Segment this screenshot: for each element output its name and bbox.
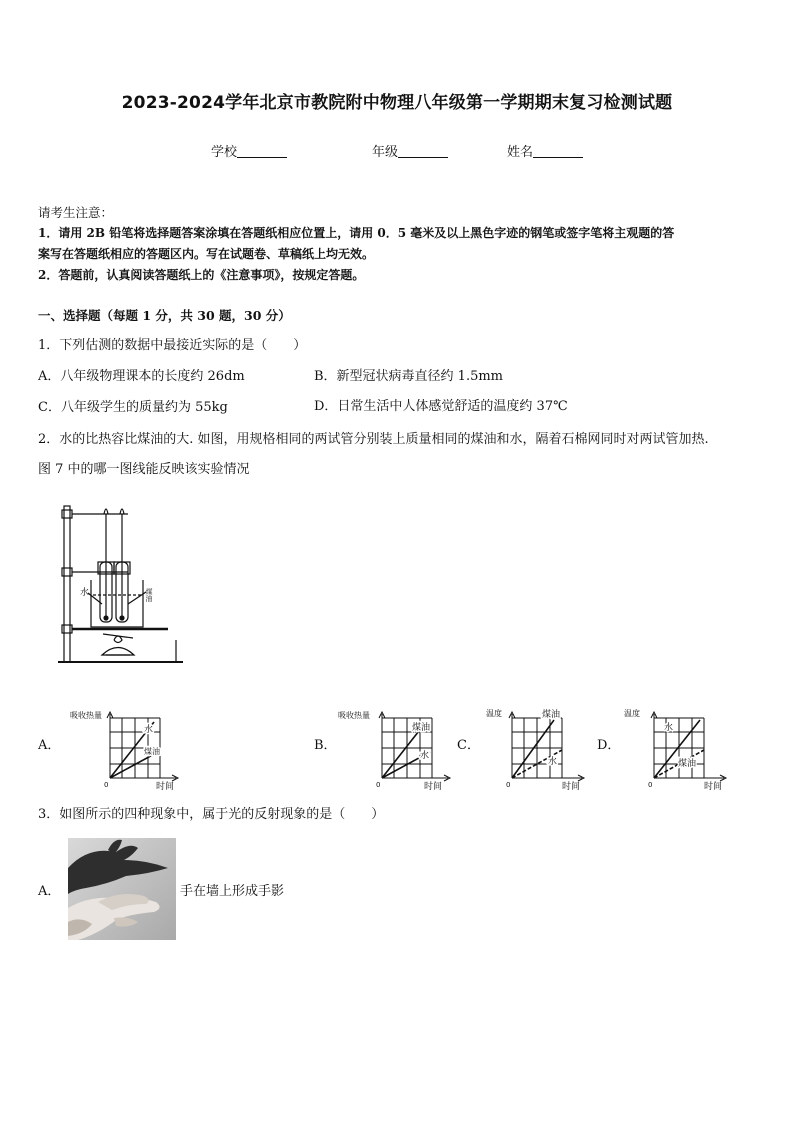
grade-blank (398, 145, 448, 158)
q3-option-a-text: 手在墙上形成手影 (180, 884, 285, 899)
q2-stem-line-1: 2．水的比热容比煤油的大. 如图，用规格相同的两试管分别装上质量相同的煤油和水，隔着石棉网同时对两试管加热. (38, 432, 709, 447)
graph-c-origin: 0 (506, 781, 511, 789)
q1-stem: 1．下列估测的数据中最接近实际的是（ ） (38, 338, 307, 353)
graph-b-lower-label: 水 (420, 751, 430, 761)
water-label: 水 (80, 588, 90, 598)
page-title: 2023-2024学年北京市教院附中物理八年级第一学期期末复习检测试题 (121, 93, 673, 113)
q1-option-b: B．新型冠状病毒直径约 1.5mm (314, 369, 504, 384)
kerosene-label: 煤油 (145, 588, 153, 602)
heating-apparatus-diagram (58, 500, 188, 670)
notice-line-1: 1．请用 2B 铅笔将选择题答案涂填在答题纸相应位置上，请用 0．5 毫米及以上黑色字迹的钢笔或签字笔将主观题的答 (38, 226, 675, 240)
section-1-heading: 一、选择题（每题 1 分，共 30 题，30 分） (38, 308, 291, 323)
graph-b-x-label: 时间 (424, 782, 443, 790)
graph-c (478, 704, 593, 790)
q2-option-d-label: D． (597, 738, 621, 753)
graph-a (64, 708, 184, 790)
q2-stem-line-2: 图 7 中的哪一图线能反映该实验情况 (38, 462, 250, 477)
graph-b-upper-label: 煤油 (412, 723, 431, 733)
graph-a-y-label: 吸收热量 (70, 711, 102, 720)
graph-c-y-label: 温度 (486, 709, 502, 718)
graph-b (336, 708, 456, 790)
graph-b-origin: 0 (376, 781, 381, 789)
q2-option-a-label: A． (38, 738, 61, 753)
school-blank (237, 145, 287, 158)
grade-label: 年级 (372, 145, 399, 160)
name-blank (533, 145, 583, 158)
q1-option-c: C．八年级学生的质量约为 55kg (38, 400, 228, 415)
school-field (211, 141, 287, 160)
q2-option-c-label: C． (457, 738, 480, 753)
name-label: 姓名 (507, 145, 534, 160)
graph-a-lower-label: 煤油 (144, 747, 160, 756)
graph-c-x-label: 时间 (562, 782, 581, 790)
q1-option-a: A．八年级物理课本的长度约 26dm (38, 369, 245, 384)
graph-a-origin: 0 (104, 781, 109, 789)
graph-c-upper-label: 煤油 (542, 710, 561, 720)
q1-option-d: D．日常生活中人体感觉舒适的温度约 37℃ (314, 399, 568, 414)
graph-a-upper-label: 水 (144, 725, 154, 735)
graph-d-lower-label: 煤油 (678, 759, 697, 769)
graph-d-upper-label: 水 (664, 723, 674, 733)
graph-b-y-label: 吸收热量 (338, 711, 370, 720)
name-field (507, 141, 583, 160)
hand-shadow-photo (68, 838, 176, 940)
q2-option-b-label: B． (314, 738, 337, 753)
graph-a-x-label: 时间 (156, 782, 175, 790)
q3-stem: 3．如图所示的四种现象中，属于光的反射现象的是（ ） (38, 807, 385, 822)
notice-line-2: 案写在答题纸相应的答题区内。写在试题卷、草稿纸上均无效。 (38, 247, 375, 261)
q3-option-a-label: A． (38, 884, 61, 899)
notice-heading: 请考生注意： (38, 205, 114, 220)
school-label: 学校 (211, 145, 238, 160)
graph-d (620, 704, 735, 790)
graph-d-origin: 0 (648, 781, 653, 789)
stand-rod (64, 506, 70, 662)
graph-c-lower-label: 水 (548, 757, 558, 767)
graph-d-y-label: 温度 (624, 709, 640, 718)
grade-field (372, 141, 448, 160)
graph-d-x-label: 时间 (704, 782, 723, 790)
notice-line-3: 2．答题前，认真阅读答题纸上的《注意事项》，按规定答题。 (38, 268, 365, 282)
